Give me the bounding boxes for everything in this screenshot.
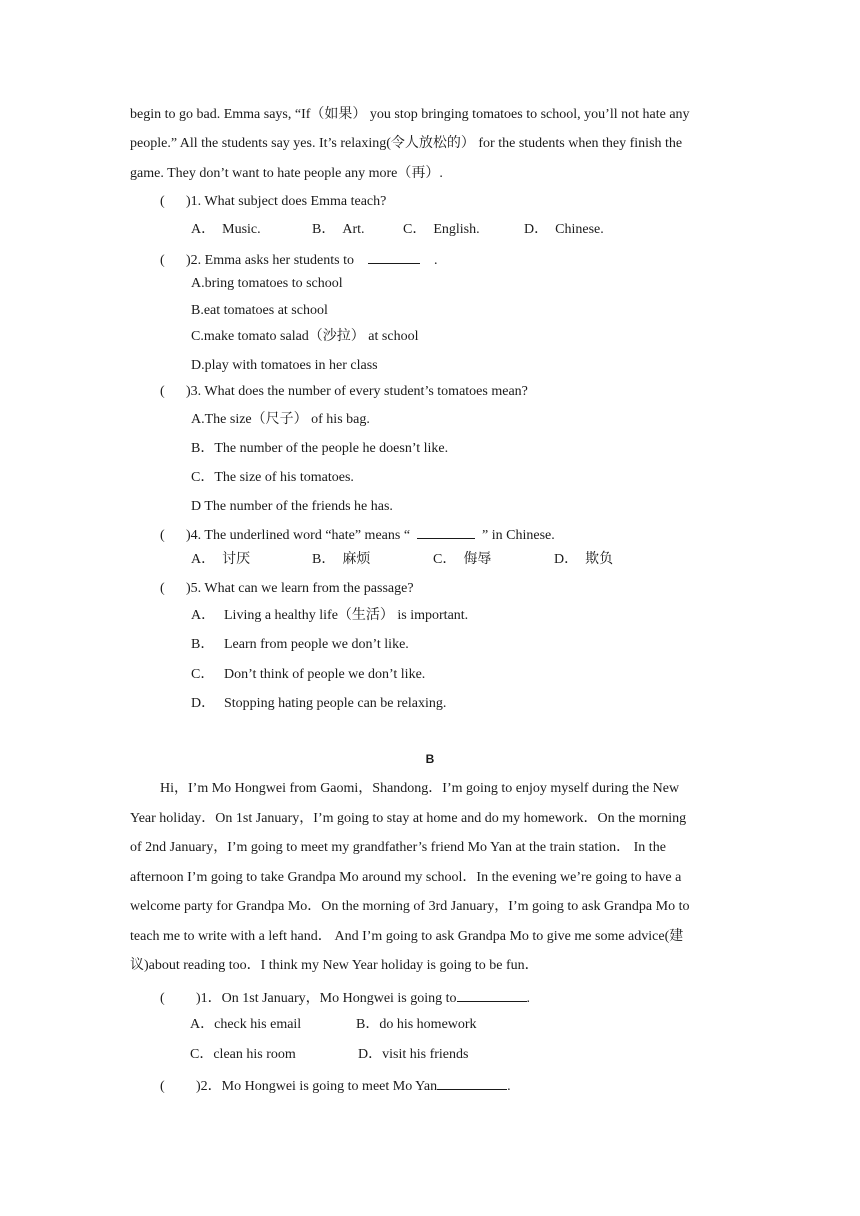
option: B． Learn from people we don’t like. — [191, 637, 409, 652]
option: C．The size of his tomatoes. — [191, 470, 354, 485]
option: B． Art. — [312, 222, 365, 237]
passage-b-line: of 2nd January，I’m going to meet my grandfather’s friend Mo Yan at the train station． In the — [130, 840, 666, 855]
question-b-2: ( )2．Mo Hongwei is going to meet Mo Yan . — [160, 1075, 511, 1096]
question-2: ( )2. Emma asks her students to . — [160, 249, 437, 270]
answer-paren[interactable]: ( — [160, 991, 165, 1006]
passage-b-line: teach me to write with a left hand． And I’m going to ask Grandpa Mo to give me some advice(建 — [130, 929, 684, 944]
passage-a-line: game. They don’t want to hate people any more（再）. — [130, 166, 443, 181]
answer-blank[interactable] — [417, 524, 475, 539]
answer-paren[interactable]: ( — [160, 1079, 165, 1094]
question-b-1: ( )1．On 1st January，Mo Hongwei is going to . — [160, 987, 530, 1008]
question-3 — [160, 383, 528, 401]
option: B.eat tomatoes at school — [191, 303, 328, 318]
answer-blank[interactable] — [437, 1075, 507, 1090]
passage-b-line: 议)about reading too．I think my New Year holiday is going to be fun． — [130, 958, 539, 973]
answer-blank[interactable] — [457, 987, 527, 1002]
answer-blank[interactable] — [368, 249, 420, 264]
passage-a-line: people.” All the students say yes. It’s relaxing(令人放松的） for the students when they finish the — [130, 136, 683, 151]
option: A.bring tomatoes to school — [191, 276, 343, 291]
answer-paren[interactable]: ( — [160, 194, 165, 209]
option: C．clean his room — [190, 1047, 296, 1062]
option: D．visit his friends — [358, 1047, 469, 1062]
option: A． 讨厌 — [191, 552, 251, 567]
question-stem: )3. What does the number of every student’s tomatoes mean? — [186, 384, 528, 399]
option: C． Don’t think of people we don’t like. — [191, 667, 426, 682]
question-5 — [160, 580, 414, 598]
option: A.The size（尺子） of his bag. — [191, 412, 370, 427]
option: B．The number of the people he doesn’t like. — [191, 441, 449, 456]
passage-b-line: Year holiday．On 1st January，I’m going to stay at home and do my homework．On the morning — [130, 811, 687, 826]
option: C.make tomato salad（沙拉） at school — [191, 329, 419, 344]
question-stem: )1. What subject does Emma teach? — [186, 194, 387, 209]
passage-a-line: begin to go bad. Emma says, “If（如果） you stop bringing tomatoes to school, you’ll not hate any — [130, 107, 690, 122]
question-stem: )5. What can we learn from the passage? — [186, 581, 414, 596]
option: C． 侮辱 — [433, 552, 492, 567]
answer-paren[interactable]: ( — [160, 384, 165, 399]
question-stem: )4. The underlined word “hate” means “ — [186, 528, 411, 543]
question-stem: )1．On 1st January，Mo Hongwei is going to — [196, 991, 457, 1006]
answer-paren[interactable]: ( — [160, 528, 165, 543]
option: D.play with tomatoes in her class — [191, 358, 378, 373]
option: D． Stopping hating people can be relaxing. — [191, 696, 447, 711]
answer-paren[interactable]: ( — [160, 581, 165, 596]
option: C． English. — [403, 222, 480, 237]
question-stem: )2. Emma asks her students to — [186, 253, 354, 268]
option: B． 麻烦 — [312, 552, 371, 567]
option: D The number of the friends he has. — [191, 499, 393, 514]
option: D． 欺负 — [554, 552, 614, 567]
passage-b-line: welcome party for Grandpa Mo．On the morning of 3rd January，I’m going to ask Grandpa Mo to — [130, 899, 690, 914]
question-4: ( )4. The underlined word “hate” means “ ” in Chinese. — [160, 524, 555, 545]
section-heading: B — [425, 752, 435, 766]
option: A． Living a healthy life（生活） is important. — [191, 608, 469, 623]
answer-paren[interactable]: ( — [160, 253, 165, 268]
option: B．do his homework — [356, 1017, 477, 1032]
option: A． Music. — [191, 222, 261, 237]
option: D． Chinese. — [524, 222, 604, 237]
question-1 — [160, 193, 386, 211]
passage-b-line: Hi，I’m Mo Hongwei from Gaomi，Shandong．I’m going to enjoy myself during the New — [160, 781, 680, 796]
option: A．check his email — [190, 1017, 302, 1032]
passage-b-line: afternoon I’m going to take Grandpa Mo around my school．In the evening we’re going to have a — [130, 870, 682, 885]
question-stem: )2．Mo Hongwei is going to meet Mo Yan — [196, 1079, 438, 1094]
